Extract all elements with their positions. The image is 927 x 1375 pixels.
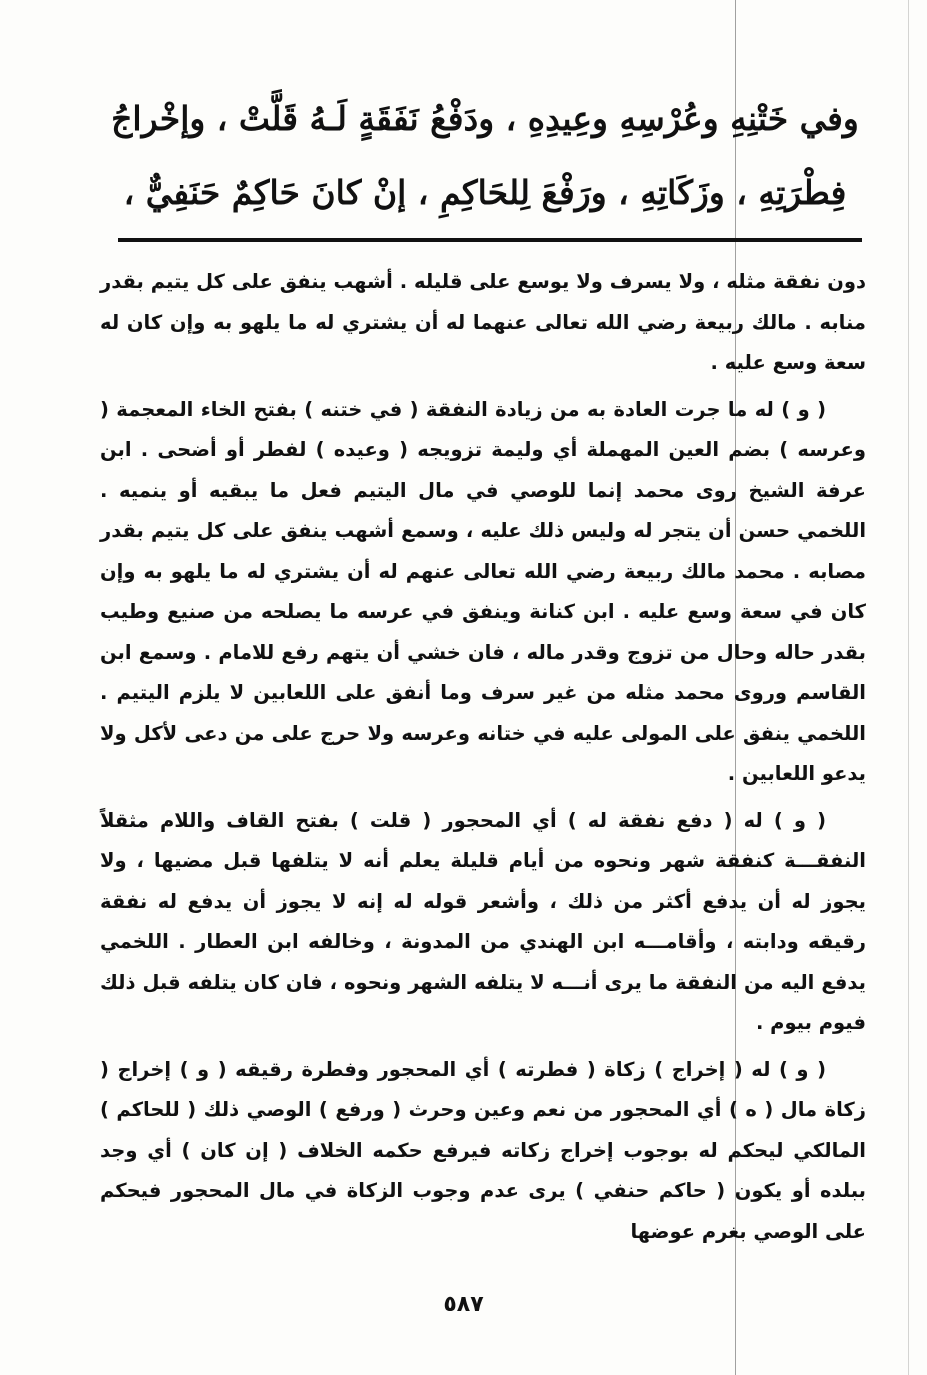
page-number: ٥٨٧ xyxy=(443,1292,484,1317)
paragraph-3: ( و ) له ( دفع نفقة له ) أي المحجور ( قلت ) بفتح القاف واللام مثقلاً النفقـــة كنفقة شهر ونحوه من أيام قليلة يعلم أنه لا يتلفها قبل مضيها ، ولا يجوز له أن يدفع أكثر من ذلك ، وأشعر قوله له إنه لا يجوز أن يدفع له نفقة رقيقه ودابته ، وأقامـــه ابن الهندي من المدونة ، وخالفه ابن العطار . اللخمي يدفع اليه من النفقة ما يرى أنـــه لا يتلفه الشهر ونحوه ، فان كان يتلفه قبل ذلك فيوم بيوم . xyxy=(100,808,866,1034)
commentary-text xyxy=(100,262,866,1252)
scan-edge-line xyxy=(908,0,909,1375)
paragraph-1: دون نفقة مثله ، ولا يسرف ولا يوسع على قليله . أشهب ينفق على كل يتيم بقدر منابه . مالك ربيعة رضي الله تعالى عنهما له أن يشتري له ما يلهو به وإن كان له سعة وسع عليه . xyxy=(100,270,866,374)
paragraph-2: ( و ) له ما جرت العادة به من زيادة النفقة ( في ختنه ) بفتح الخاء المعجمة ( وعرسه ) بضم العين المهملة أي وليمة تزويجه ( وعيده ) لفطر أو أضحى . ابن عرفة الشيخ روى محمد إنما للوصي في مال اليتيم فعل ما يبقيه أو ينميه . اللخمي حسن أن يتجر له وليس ذلك عليه ، وسمع أشهب ينفق على كل يتيم بقدر مصابه . محمد مالك ربيعة رضي الله تعالى عنهم له أن يشتري له ما يلهو به وإن كان في سعة وسع عليه . ابن كنانة وينفق في عرسه ما يصلحه من صنيع وطيب بقدر حاله وحال من تزوج وقدر ماله ، فان خشي أن يتهم رفع للامام . وسمع ابن القاسم وروى محمد مثله من غير سرف وما أنفق على اللعابين لا يلزم اليتيم . اللخمي ينفق على المولى عليه في ختانه وعرسه ولا حرج على من دعى لأكل ولا يدعو اللعابين . xyxy=(100,397,866,785)
paragraph-4: ( و ) له ( إخراج ) زكاة ( فطرته ) أي المحجور وفطرة رقيقه ( و ) إخراج ( زكاة مال ( ه ) أي المحجور من نعم وعين وحرث ( ورفع ) الوصي ذلك ( للحاكم ) المالكي ليحكم له بوجوب إخراج زكاته فيرفع حكمه الخلاف ( إن كان ) أي وجد ببلده أو يكون ( حاكم حنفي ) يرى عدم وجوب الزكاة في مال المحجور فيحكم على الوصي بغرم عوضها xyxy=(100,1057,866,1243)
matn-line-2: فِطْرَتِهِ ، وزَكَاتِهِ ، ورَفْعَ لِلحَاكِمِ ، إنْ كانَ حَاكِمٌ حَنَفِيٌّ ، xyxy=(123,173,847,212)
header-divider xyxy=(118,238,862,242)
matn-header xyxy=(110,82,860,230)
matn-line-1: وفي خَتْنِهِ وعُرْسِهِ وعِيدِهِ ، ودَفْعُ نَفَقَةٍ لَـهُ قَلَّتْ ، وإخْراجُ xyxy=(111,99,859,138)
